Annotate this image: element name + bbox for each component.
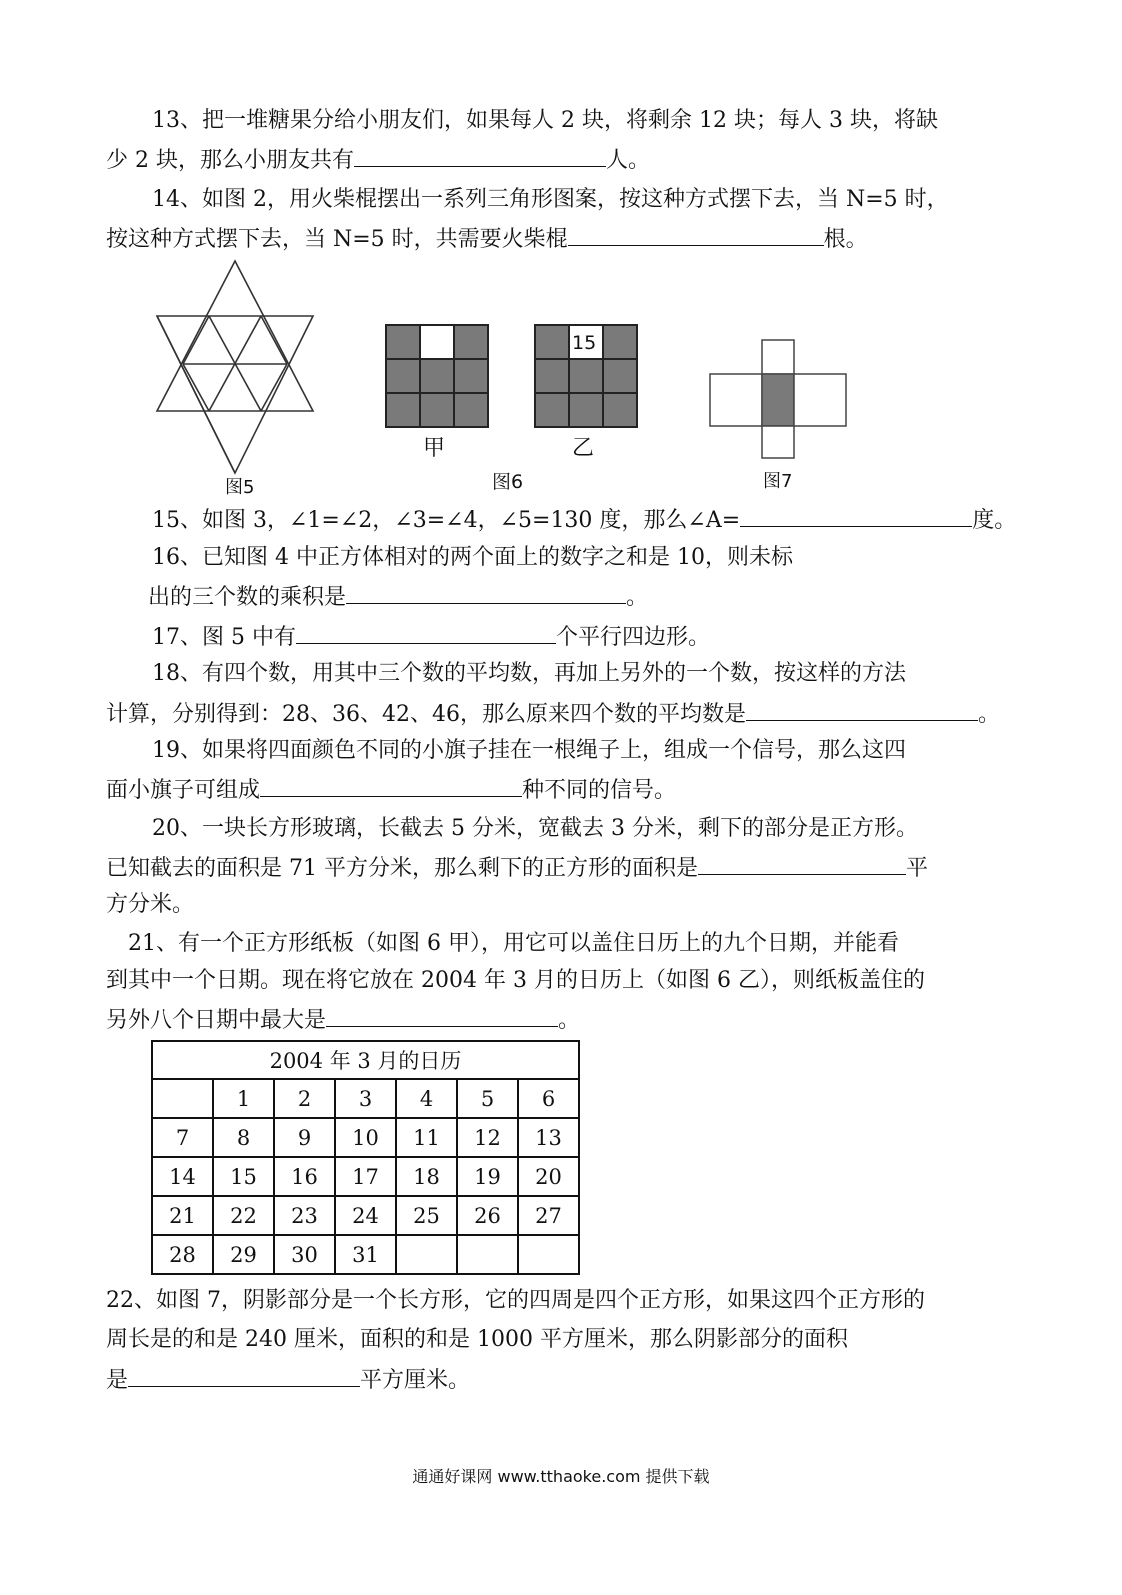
q13-line1: 13、把一堆糖果分给小朋友们，如果每人 2 块，将剩余 12 块；每人 3 块，将缺	[152, 108, 938, 133]
q20-text: 已知截去的面积是 71 平方分米，那么剩下的正方形的面积是	[106, 856, 698, 881]
q17-unit: 个平行四边形。	[555, 625, 710, 650]
calendar-table	[151, 1040, 580, 1275]
calendar-cell: 19	[457, 1157, 518, 1196]
calendar-cell: 26	[457, 1196, 518, 1235]
q22-unit: 平方厘米。	[360, 1368, 471, 1393]
calendar-cell: 20	[518, 1157, 579, 1196]
q21-end: 。	[558, 1008, 581, 1033]
calendar-row	[152, 1157, 579, 1196]
calendar-cell: 22	[213, 1196, 274, 1235]
calendar-cell: 25	[396, 1196, 457, 1235]
figure-6-grid-a	[383, 322, 493, 462]
q22-text: 是	[106, 1368, 129, 1393]
q16-text: 出的三个数的乘积是	[148, 585, 347, 610]
calendar-body	[152, 1079, 579, 1274]
calendar-cell: 28	[152, 1235, 213, 1274]
q16-end: 。	[626, 585, 649, 610]
figure-7-caption: 图7	[763, 471, 793, 492]
calendar-row	[152, 1118, 579, 1157]
q16-answer-blank[interactable]	[346, 581, 626, 604]
calendar-cell: 30	[274, 1235, 335, 1274]
figure-5-star-diagram	[145, 255, 325, 500]
q16-line1: 16、已知图 4 中正方体相对的两个面上的数字之和是 10，则未标	[152, 545, 793, 570]
calendar-cell	[518, 1235, 579, 1274]
calendar-cell: 11	[396, 1118, 457, 1157]
q20-unit-a: 平	[905, 856, 928, 881]
q16-line2	[148, 581, 648, 613]
calendar-cell: 29	[213, 1235, 274, 1274]
q19-line1: 19、如果将四面颜色不同的小旗子挂在一根绳子上，组成一个信号，那么这四	[152, 738, 906, 763]
figure-6-label-jia: 甲	[423, 436, 446, 461]
q14-line2	[106, 223, 868, 255]
calendar-cell: 6	[518, 1079, 579, 1118]
calendar-cell: 23	[274, 1196, 335, 1235]
figure-6-label-yi: 乙	[572, 436, 595, 461]
q14-answer-blank[interactable]	[568, 223, 824, 246]
q14-line1: 14、如图 2，用火柴棍摆出一系列三角形图案，按这种方式摆下去，当 N=5 时，	[152, 187, 949, 212]
calendar-row	[152, 1235, 579, 1274]
figure-6-number: 15	[572, 332, 597, 354]
q22-line1: 22、如图 7，阴影部分是一个长方形，它的四周是四个正方形，如果这四个正方形的	[106, 1288, 925, 1313]
calendar-cell: 2	[274, 1079, 335, 1118]
calendar-title: 2004 年 3 月的日历	[152, 1041, 579, 1079]
q13-text: 少 2 块，那么小朋友共有	[106, 148, 354, 173]
calendar-cell	[152, 1079, 213, 1118]
q18-end: 。	[977, 702, 1000, 727]
q18-line2	[106, 698, 1000, 730]
q15-unit: 度。	[972, 508, 1017, 533]
q19-text: 面小旗子可组成	[106, 778, 261, 803]
footer-source: 通通好课网 www.tthaoke.com 提供下载	[412, 1467, 710, 1486]
calendar-cell: 10	[335, 1118, 396, 1157]
q22-answer-blank[interactable]	[128, 1364, 360, 1387]
q18-answer-blank[interactable]	[746, 698, 978, 721]
calendar-cell: 21	[152, 1196, 213, 1235]
calendar-cell: 27	[518, 1196, 579, 1235]
q20-line1: 20、一块长方形玻璃，长截去 5 分米，宽截去 3 分米，剩下的部分是正方形。	[152, 816, 918, 841]
calendar-cell: 7	[152, 1118, 213, 1157]
q21-line2: 到其中一个日期。现在将它放在 2004 年 3 月的日历上（如图 6 乙），则纸板盖住的	[106, 968, 925, 993]
q19-line2	[106, 774, 676, 806]
figure-6-grid-b	[532, 322, 642, 462]
calendar-cell: 31	[335, 1235, 396, 1274]
q15-line	[152, 504, 1016, 536]
calendar-row	[152, 1196, 579, 1235]
calendar-cell: 15	[213, 1157, 274, 1196]
calendar-cell	[396, 1235, 457, 1274]
q21-answer-blank[interactable]	[326, 1004, 558, 1027]
calendar-cell: 16	[274, 1157, 335, 1196]
calendar-cell: 5	[457, 1079, 518, 1118]
q13-line2	[106, 144, 650, 176]
q18-line1: 18、有四个数，用其中三个数的平均数，再加上另外的一个数，按这样的方法	[152, 661, 906, 686]
q15-answer-blank[interactable]	[740, 504, 972, 527]
q18-text: 计算，分别得到：28、36、42、46，那么原来四个数的平均数是	[106, 702, 746, 727]
q22-line2: 周长是的和是 240 厘米，面积的和是 1000 平方厘米，那么阴影部分的面积	[106, 1327, 848, 1352]
calendar-cell: 8	[213, 1118, 274, 1157]
q17-answer-blank[interactable]	[296, 621, 556, 644]
calendar-cell: 24	[335, 1196, 396, 1235]
figure-7-cross-diagram	[706, 337, 851, 497]
calendar-cell: 9	[274, 1118, 335, 1157]
q20-answer-blank[interactable]	[698, 852, 906, 875]
q21-line3	[106, 1004, 580, 1036]
calendar-cell: 17	[335, 1157, 396, 1196]
calendar-cell: 14	[152, 1157, 213, 1196]
q19-unit: 种不同的信号。	[522, 778, 677, 803]
figure-5-caption: 图5	[225, 477, 255, 498]
calendar-cell: 4	[396, 1079, 457, 1118]
q21-text: 另外八个日期中最大是	[106, 1008, 327, 1033]
calendar-cell: 18	[396, 1157, 457, 1196]
q17-line	[152, 621, 710, 653]
q20-line3: 方分米。	[106, 892, 195, 917]
q14-unit: 根。	[823, 227, 868, 252]
q14-text: 按这种方式摆下去，当 N=5 时，共需要火柴棍	[106, 227, 568, 252]
calendar-cell: 3	[335, 1079, 396, 1118]
q13-answer-blank[interactable]	[354, 144, 606, 167]
q17-text: 17、图 5 中有	[152, 625, 296, 650]
calendar-cell: 13	[518, 1118, 579, 1157]
q19-answer-blank[interactable]	[260, 774, 522, 797]
calendar-cell	[457, 1235, 518, 1274]
figure-6-caption: 图6	[492, 471, 524, 493]
q22-line3	[106, 1364, 470, 1396]
calendar-row	[152, 1079, 579, 1118]
q20-line2	[106, 852, 928, 884]
calendar-cell: 12	[457, 1118, 518, 1157]
q15-text: 15、如图 3，∠1=∠2，∠3=∠4，∠5=130 度，那么∠A=	[152, 508, 741, 533]
q13-unit: 人。	[605, 148, 650, 173]
calendar-cell: 1	[213, 1079, 274, 1118]
q21-line1: 21、有一个正方形纸板（如图 6 甲），用它可以盖住日历上的九个日期，并能看	[128, 931, 899, 956]
